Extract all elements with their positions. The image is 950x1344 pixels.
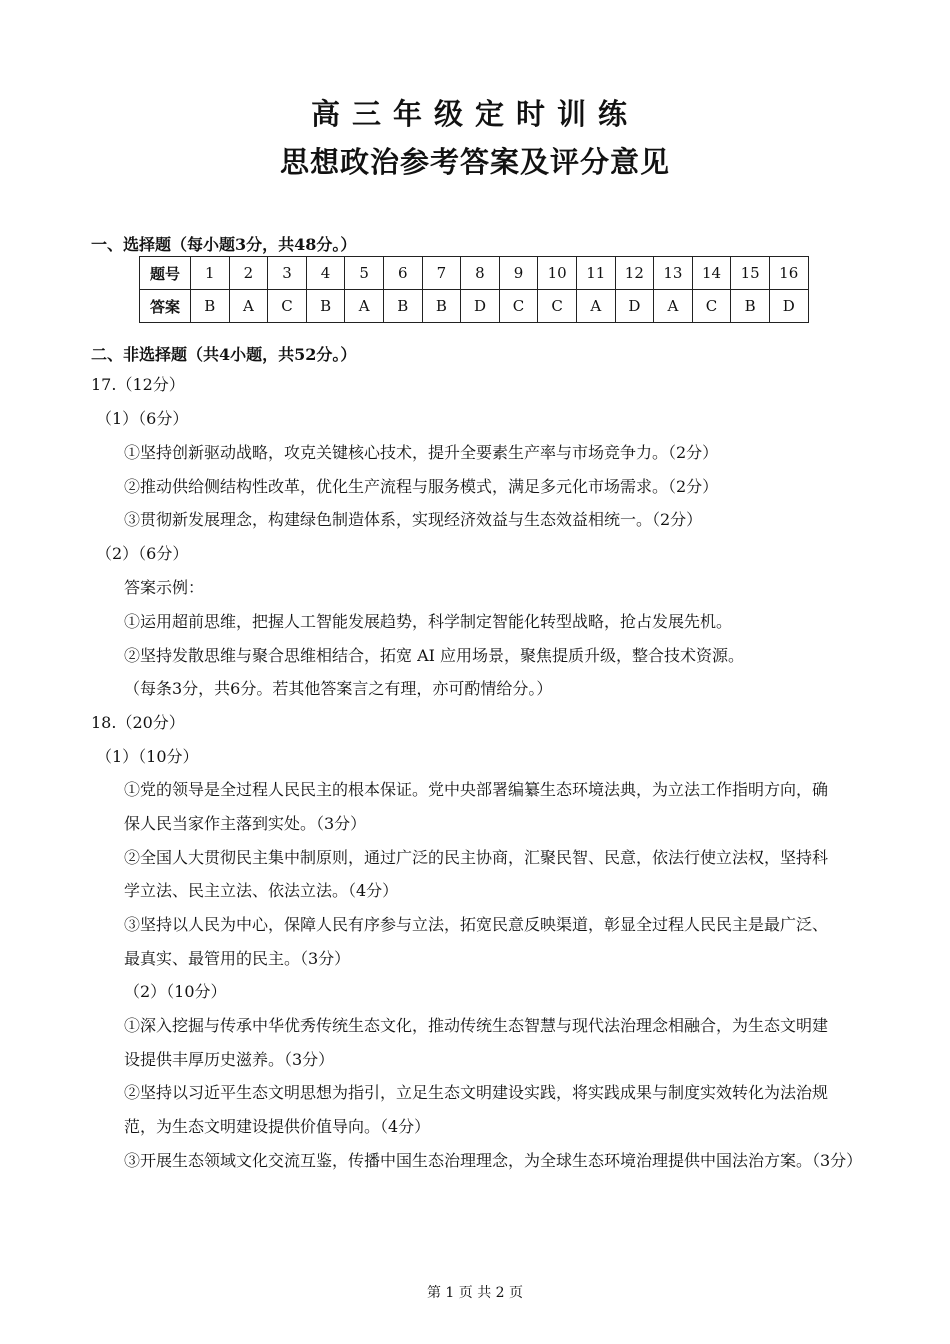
question-number: 13 — [654, 257, 693, 290]
answer-cell: A — [654, 290, 693, 323]
question-number: 14 — [692, 257, 731, 290]
answer-line: ①深入挖掘与传承中华优秀传统生态文化，推动传统生态智慧与现代法治理念相融合，为生态文明建 — [124, 1016, 829, 1035]
answer-line: ①党的领导是全过程人民民主的根本保证。党中央部署编纂生态环境法典，为立法工作指明方向，确 — [124, 780, 829, 799]
section-2-heading: 二、非选择题（共4小题，共52分。） — [91, 345, 357, 364]
scoring-note: （每条3分，共6分。若其他答案言之有理，亦可酌情给分。） — [124, 679, 553, 698]
answer-example-label: 答案示例： — [124, 578, 205, 597]
answer-line: ②全国人大贯彻民主集中制原则，通过广泛的民主协商，汇聚民智、民意，依法行使立法权，坚持科 — [124, 848, 829, 867]
question-number: 7 — [422, 257, 461, 290]
answer-line: ②坚持以习近平生态文明思想为指引，立足生态文明建设实践，将实践成果与制度实效转化为法治规 — [124, 1083, 829, 1102]
q17-part1-heading: （1）（6分） — [96, 409, 189, 428]
question-number: 5 — [345, 257, 384, 290]
answer-line: 学立法、民主立法、依法立法。（4分） — [124, 881, 399, 900]
answer-cell: C — [692, 290, 731, 323]
question-number: 1 — [191, 257, 230, 290]
question-number: 15 — [731, 257, 770, 290]
answer-line: ②坚持发散思维与聚合思维相结合，拓宽 AI 应用场景，聚焦提质升级，整合技术资源。 — [124, 646, 745, 665]
answer-line: 设提供丰厚历史滋养。（3分） — [124, 1050, 335, 1069]
answer-cell: D — [615, 290, 654, 323]
answer-cell: D — [461, 290, 500, 323]
page-title: 高三年级定时训练 — [310, 97, 639, 131]
answer-cell: B — [422, 290, 461, 323]
question-number-row — [140, 257, 809, 290]
question-number: 12 — [615, 257, 654, 290]
question-number: 8 — [461, 257, 500, 290]
answer-cell: A — [576, 290, 615, 323]
page-subtitle: 思想政治参考答案及评分意见 — [279, 145, 670, 179]
question-number: 16 — [769, 257, 808, 290]
q18-part2-heading: （2）（10分） — [124, 982, 227, 1001]
page-number: 第 1 页 共 2 页 — [426, 1285, 524, 1301]
answer-line: ③贯彻新发展理念，构建绿色制造体系，实现经济效益与生态效益相统一。（2分） — [124, 510, 703, 529]
q17-heading: 17.（12分） — [91, 375, 185, 394]
answer-cell: C — [268, 290, 307, 323]
answer-cell: B — [306, 290, 345, 323]
answer-cell: B — [731, 290, 770, 323]
answer-line: ①运用超前思维，把握人工智能发展趋势，科学制定智能化转型战略，抢占发展先机。 — [124, 612, 733, 631]
answer-cell: C — [538, 290, 577, 323]
answer-line: 保人民当家作主落到实处。（3分） — [124, 814, 367, 833]
answer-line: ③开展生态领域文化交流互鉴，传播中国生态治理理念，为全球生态环境治理提供中国法治方案。（3分） — [124, 1151, 863, 1170]
q18-heading: 18.（20分） — [91, 713, 185, 732]
q17-part2-heading: （2）（6分） — [96, 544, 189, 563]
answer-cell: C — [499, 290, 538, 323]
answer-cell: B — [383, 290, 422, 323]
question-number: 2 — [229, 257, 268, 290]
answer-cell: A — [345, 290, 384, 323]
answer-line: ②推动供给侧结构性改革，优化生产流程与服务模式，满足多元化市场需求。（2分） — [124, 477, 719, 496]
row-label-question: 题号 — [140, 257, 191, 290]
question-number: 11 — [576, 257, 615, 290]
answer-line: 范，为生态文明建设提供价值导向。（4分） — [124, 1117, 431, 1136]
section-1-heading: 一、选择题（每小题3分，共48分。） — [91, 235, 357, 254]
row-label-answer: 答案 — [140, 290, 191, 323]
answer-line: ③坚持以人民为中心，保障人民有序参与立法，拓宽民意反映渠道，彰显全过程人民民主是最广泛、 — [124, 915, 829, 934]
question-number: 10 — [538, 257, 577, 290]
answer-line: 最真实、最管用的民主。（3分） — [124, 949, 351, 968]
question-number: 9 — [499, 257, 538, 290]
q18-part1-heading: （1）（10分） — [96, 747, 199, 766]
answer-line: ①坚持创新驱动战略，攻克关键核心技术，提升全要素生产率与市场竞争力。（2分） — [124, 443, 719, 462]
question-number: 6 — [383, 257, 422, 290]
answer-table — [139, 256, 809, 323]
answer-cell: A — [229, 290, 268, 323]
answer-row — [140, 290, 809, 323]
question-number: 4 — [306, 257, 345, 290]
question-number: 3 — [268, 257, 307, 290]
answer-cell: D — [769, 290, 808, 323]
answer-cell: B — [191, 290, 230, 323]
